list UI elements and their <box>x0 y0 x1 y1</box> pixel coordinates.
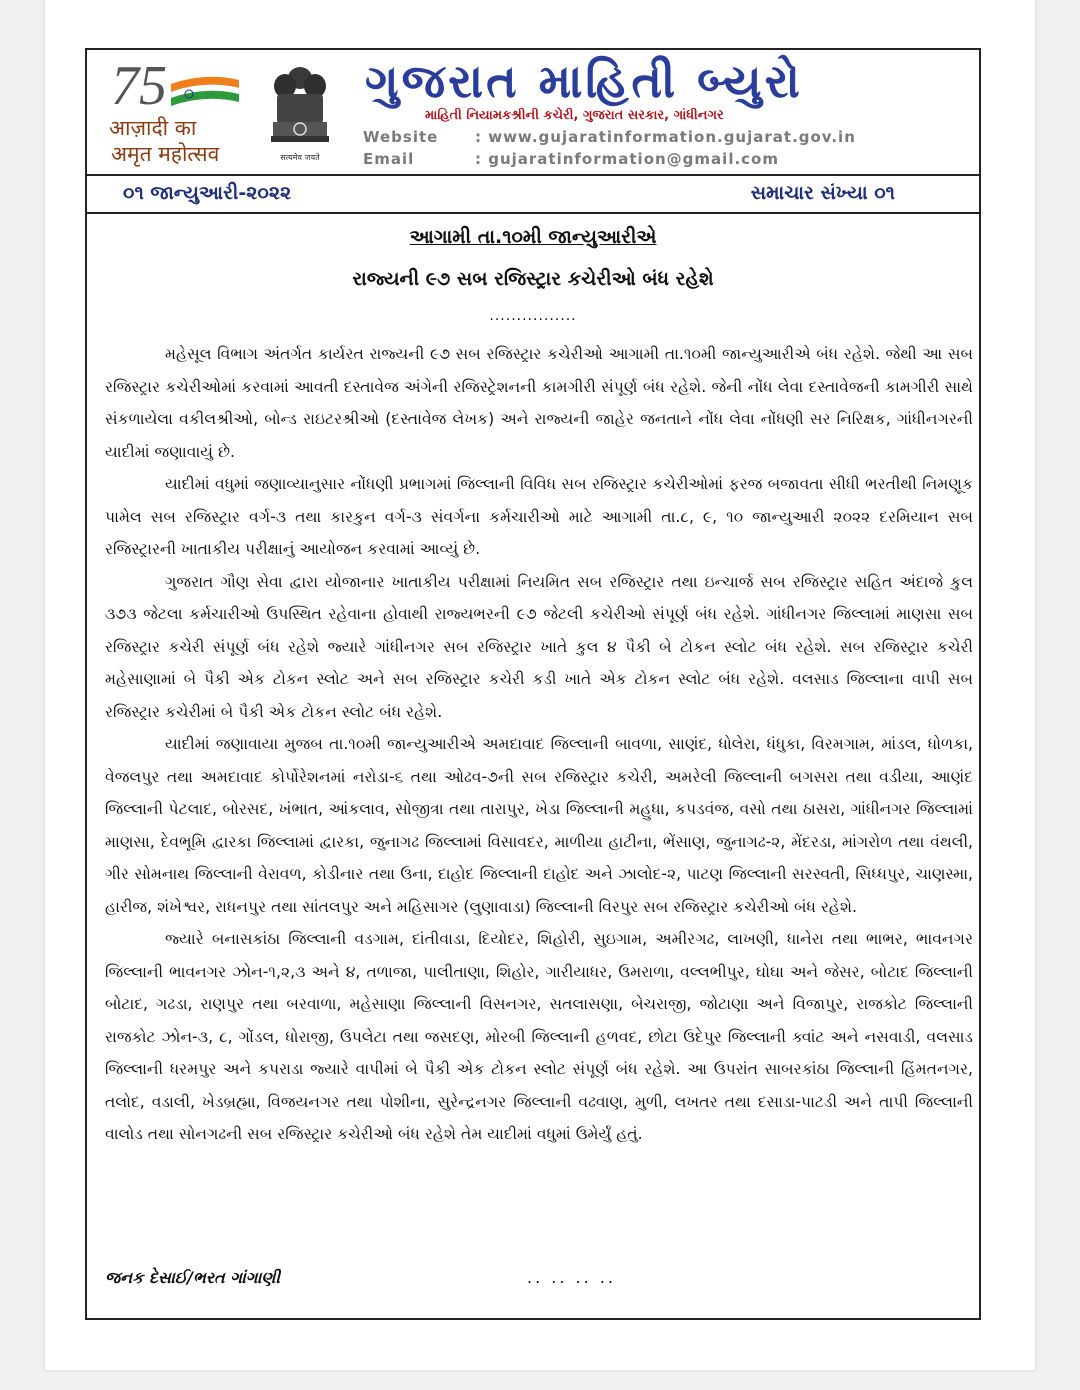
header-divider-bottom <box>87 212 979 214</box>
headline-line-1-text: આગામી તા.૧૦મી જાન્યુઆરીએ <box>409 226 657 248</box>
paragraph-2: યાદીમાં વધુમાં જણાવ્યાનુસાર નોંધણી પ્રભાગમાં જિલ્લાની વિવિધ સબ રજિસ્ટ્રાર કચેરીઓમાં ફરજ બજાવતા સીધી ભરતીથી નિમણૂક પામેલ સબ રજિસ્ટ્રાર વર્ગ-૩ તથા કારકુન વર્ગ-૩ સંવર્ગના કર્મચારીઓ માટે આગામી તા.૮, ૯, ૧૦ જાન્યુઆરી ૨૦૨૨ દરમિયાન સબ રજિસ્ટ્રારની ખાતાકીય પરીક્ષાનું આયોજન કરવામાં આવ્યું છે. <box>105 475 973 558</box>
ashoka-emblem-icon <box>267 60 333 150</box>
article-body <box>105 338 973 1151</box>
emblem-motto: सत्यमेव जयते <box>280 153 320 162</box>
letterhead <box>87 50 979 174</box>
logo-line-2: अमृत महोत्सव <box>111 142 220 166</box>
email-address[interactable]: : gujaratinformation@gmail.com <box>475 150 779 168</box>
azadi-ka-amrit-mahotsav-logo <box>105 55 255 168</box>
website-url[interactable]: : www.gujaratinformation.gujarat.gov.in <box>475 128 856 146</box>
paragraph-3: ગુજરાત ગૌણ સેવા દ્વારા યોજાનાર ખાતાકીય પરીક્ષામાં નિયમિત સબ રજિસ્ટ્રાર તથા ઇન્ચાર્જ સબ રજિસ્ટ્રાર સહિત અંદાજે કુલ ૩૭૩ જેટલા કર્મચારીઓ ઉપસ્થિત રહેવાના હોવાથી રાજ્યભરની ૯૭ જેટલી કચેરીઓ સંપૂર્ણ બંધ રહેશે. ગાંધીનગર જિલ્લામાં માણસા સબ રજિસ્ટ્રાર કચેરી સંપૂર્ણ બંધ રહેશે જ્યારે ગાંધીનગર સબ રજિસ્ટ્રાર ખાતે કુલ ૪ પૈકી બે ટોકન સ્લોટ બંધ રહેશે. સબ રજિસ્ટ્રાર કચેરી મહેસાણામાં બે પૈકી એક ટોકન સ્લોટ અને સબ રજિસ્ટ્રાર કચેરી કડી ખાતે એક ટોકન સ્લોટ બંધ રહેશે. વલસાડ જિલ્લાના વાપી સબ રજિસ્ટ્રાર કચેરીમાં બે પૈકી એક ટોકન સ્લોટ બંધ રહેશે. <box>105 572 973 721</box>
email-label: Email <box>363 150 415 168</box>
website-line <box>363 128 856 146</box>
headline-separator: ................ <box>489 308 577 324</box>
email-line <box>363 150 779 168</box>
paragraph-4: યાદીમાં જણાવાયા મુજબ તા.૧૦મી જાન્યુઆરીએ અમદાવાદ જિલ્લાની બાવળા, સાણંદ, ધોલેરા, ધંધુકા, વિરમગામ, માંડલ, ધોળકા, વેજલપુર તથા અમદાવાદ કોર્પોરેશનમાં નરોડા-૬ તથા ઓઢવ-૭ની સબ રજિસ્ટ્રાર કચેરી, અમરેલી જિલ્લાની બગસરા તથા વડીયા, આણંદ જિલ્લાની પેટલાદ, બોરસદ, ખંભાત, આંકલાવ, સોજીત્રા તથા તારાપુર, ખેડા જિલ્લાની મહુધા, કપડવંજ, વસો તથા ઠાસરા, ગાંધીનગર જિલ્લામાં માણસા, દેવભૂમિ દ્વારકા જિલ્લામાં દ્વારકા, જુનાગઢ જિલ્લામાં વિસાવદર, માળીયા હાટીના, ભેંસાણ, જુનાગઢ-૨, મેંદરડા, માંગરોળ તથા વંથલી, ગીર સોમનાથ જિલ્લાની વેરાવળ, કોડીનાર તથા ઉના, દાહોદ જિલ્લાની દાહોદ અને ઝાલોદ-૨, પાટણ જિલ્લાની સરસ્વતી, સિધ્ધપુર, ચાણસ્મા, હારીજ, શંખેશ્વર, રાધનપુર તથા સાંતલપુર અને મહિસાગર (લુણાવાડા) જિલ્લાની વિરપુર સબ રજિસ્ટ્રાર કચેરીઓ બંધ રહેશે. <box>105 735 973 916</box>
press-release-frame <box>85 48 981 1320</box>
organization-title: ગુજરાત માહિતી બ્યુરો <box>365 54 803 108</box>
end-mark: .. .. .. .. <box>527 1268 616 1287</box>
website-label: Website <box>363 128 439 146</box>
organization-subtitle: માહિતી નિયામકશ્રીની કચેરી, ગુજરાત સરકાર, ગાંધીનગર <box>425 108 724 123</box>
release-date: ૦૧ જાન્યુઆરી-૨૦૨૨ <box>123 182 292 204</box>
national-emblem <box>267 60 333 164</box>
document-page <box>45 0 1035 1370</box>
author-signature: જનક દેસાઈ/ભરત ગાંગાણી <box>105 1268 280 1287</box>
paragraph-1: મહેસૂલ વિભાગ અંતર્ગત કાર્યરત રાજ્યની ૯૭ સબ રજિસ્ટ્રાર કચેરીઓ આગામી તા.૧૦મી જાન્યુઆરીએ બંધ રહેશે. જેથી આ સબ રજિસ્ટ્રાર કચેરીઓમાં કરવામાં આવતી દસ્તાવેજ અંગેની રજિસ્ટ્રેશનની કામગીરી સંપૂર્ણ બંધ રહેશે. જેની નોંધ લેવા દસ્તાવેજની કામગીરી સાથે સંકળાયેલા વકીલશ્રીઓ, બોન્ડ રાઇટરશ્રીઓ (દસ્તાવેજ લેખક) અને રાજ્યની જાહેર જનતાને નોંધ લેવા નોંધણી સર નિરિક્ષક, ગાંધીનગરની યાદીમાં જણાવાયું છે. <box>105 345 973 461</box>
header-divider-top <box>87 174 979 176</box>
logo-75-number: 75 <box>111 55 167 117</box>
headline-line-2: રાજ્યની ૯૭ સબ રજિસ્ટ્રાર કચેરીઓ બંધ રહેશે <box>352 268 714 290</box>
headline-line-1 <box>87 226 979 248</box>
paragraph-5: જ્યારે બનાસકાંઠા જિલ્લાની વડગામ, દાંતીવાડા, દિયોદર, શિહોરી, સુઇગામ, અમીરગઢ, લાખણી, ધાનેરા તથા ભાભર, ભાવનગર જિલ્લાની ભાવનગર ઝોન-૧,૨,૩ અને ૪, તળાજા, પાલીતાણા, શિહોર, ગારીયાધર, ઉમરાળા, વલ્લભીપુર, ઘોઘા અને જેસર, બોટાદ જિલ્લાની બોટાદ, ગઢડા, રાણપુર તથા બરવાળા, મહેસાણા જિલ્લાની વિસનગર, સતલાસણા, બેચરાજી, જોટાણા અને વિજાપુર, રાજકોટ જિલ્લાની રાજકોટ ઝોન-૩, ૮, ગોંડલ, ધોરાજી, ઉપલેટા તથા જસદણ, મોરબી જિલ્લાની હળવદ, છોટા ઉદેપુર જિલ્લાની ક્વાંટ અને નસવાડી, વલસાડ જિલ્લાની ધરમપુર અને કપરાડા જ્યારે વાપીમાં બે પૈકી એક ટોકન સ્લોટ સંપૂર્ણ બંધ રહેશે. આ ઉપરાંત સાબરકાંઠા જિલ્લાની હિંમતનગર, તલોદ, વડાલી, ખેડબ્રહ્મા, વિજયનગર તથા પોશીના, સુરેન્દ્રનગર જિલ્લાની વઢવાણ, મુળી, લખતર તથા દસાડા-પાટડી અને તાપી જિલ્લાની વાલોડ તથા સોનગઢની સબ રજિસ્ટ્રાર કચેરીઓ બંધ રહેશે તેમ યાદીમાં વધુમાં ઉમેર્યું હતું. <box>105 930 974 1143</box>
tricolor-flag-icon <box>169 72 241 110</box>
logo-line-1: आज़ादी का <box>109 116 197 140</box>
news-number: સમાચાર સંખ્યા ૦૧ <box>750 182 895 204</box>
